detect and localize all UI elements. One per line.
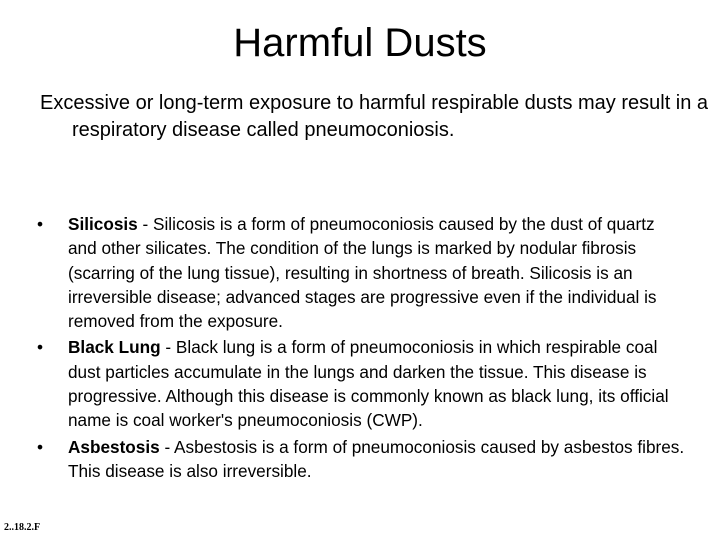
bullet-text: - Silicosis is a form of pneumoconiosis caused by the dust of quartz and other silicates. The condition of the lungs is marked by nodular fibrosis (scarring of the lung tissue), resulting in shortness of breath. Silicosis is an irreversible disease; advanced stages are progressive even if the individual is removed from the exposure.	[68, 214, 657, 332]
bullet-item-asbestosis	[30, 435, 686, 484]
bullet-list	[30, 212, 686, 485]
bullet-item-black-lung	[30, 335, 686, 432]
bullet-item-silicosis	[30, 212, 686, 333]
bullet-term: Asbestosis	[68, 436, 160, 457]
bullet-text: - Asbestosis is a form of pneumoconiosis caused by asbestos fibres. This disease is also irreversible.	[68, 436, 685, 481]
bullet-text: - Black lung is a form of pneumoconiosis in which respirable coal dust particles accumulate in the lungs and darken the tissue. This disease is progressive. Although this disease is commonly known as black lung, its official name is coal worker's pneumoconiosis (CWP).	[68, 337, 669, 431]
bullet-term: Silicosis	[68, 214, 138, 234]
slide-code: 2..18.2.F	[4, 522, 41, 533]
bullet-icon: •	[36, 337, 44, 358]
bullet-term: Black Lung	[68, 337, 161, 358]
bullet-icon: •	[36, 436, 44, 457]
bullet-icon: •	[36, 214, 44, 234]
intro-paragraph: Excessive or long-term exposure to harmful respirable dusts may result in a respiratory disease called pneumoconiosis.	[40, 92, 709, 141]
slide-title: Harmful Dusts	[233, 21, 487, 65]
